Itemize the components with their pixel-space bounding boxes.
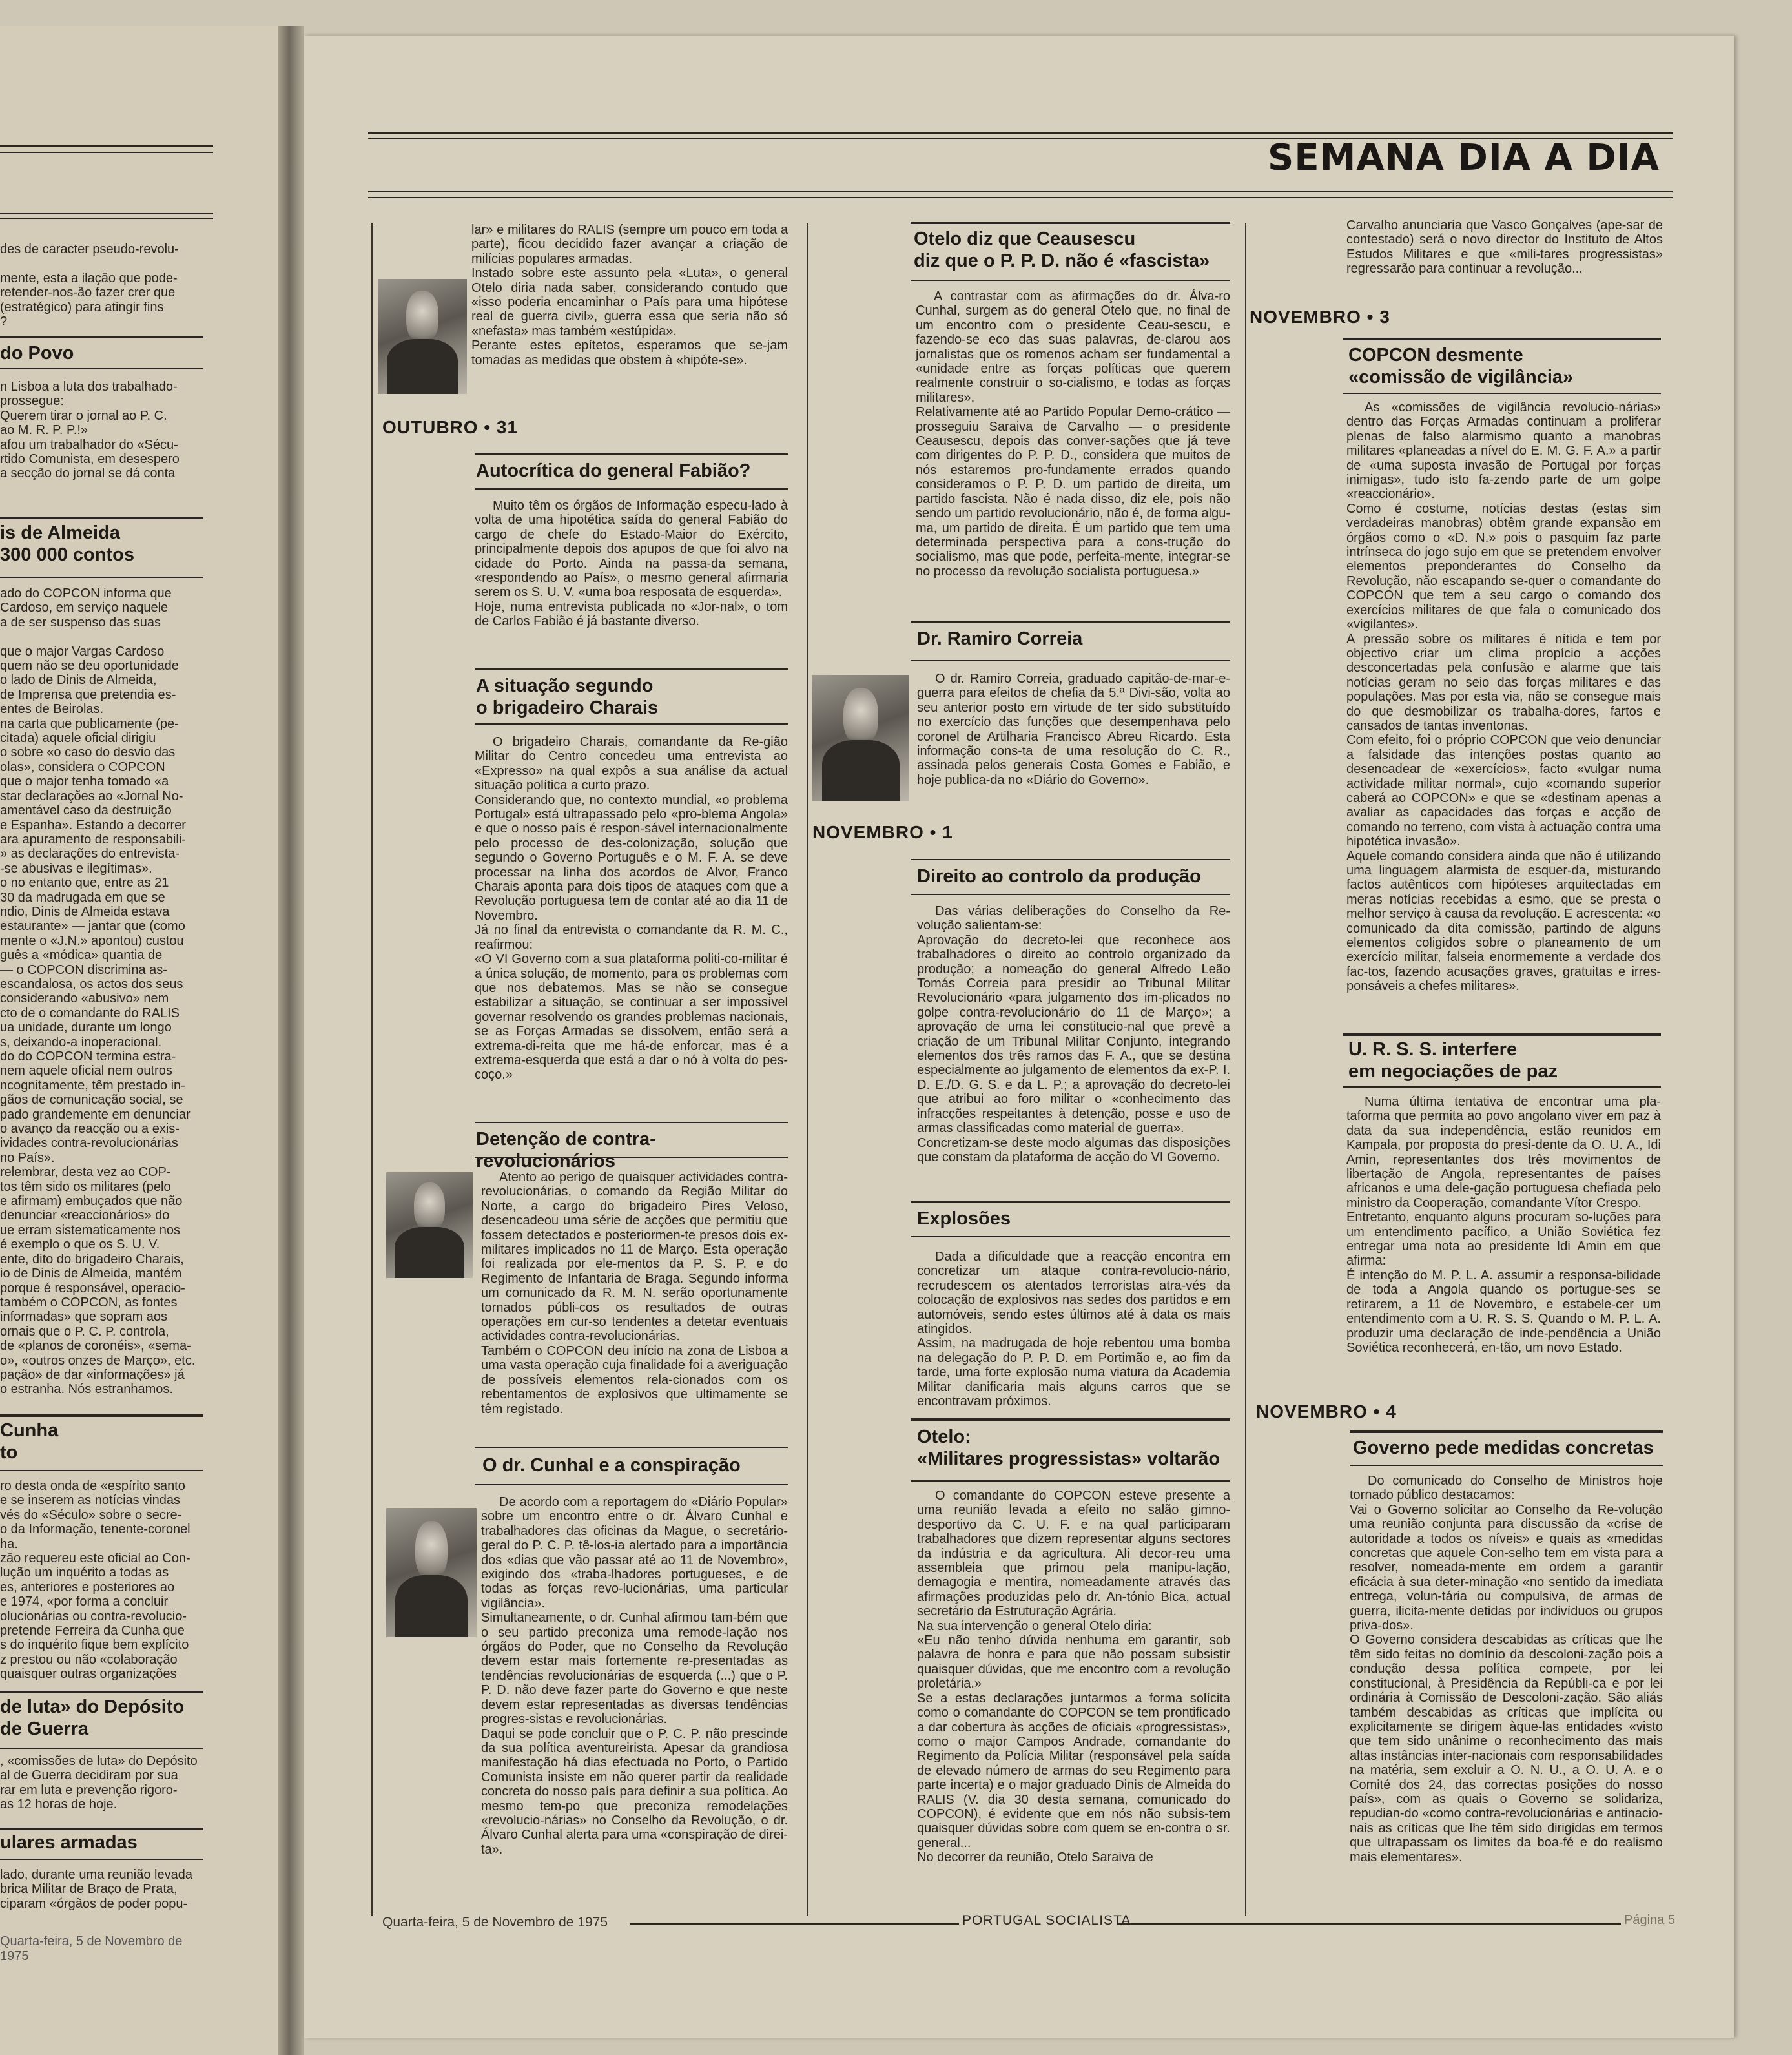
left-head-3: Cunha to — [0, 1420, 59, 1463]
masthead-title: SEMANA DIA A DIA — [1267, 137, 1660, 179]
article-governo-medidas: Do comunicado do Conselho de Ministros hoje tornado público destacamos: Vai o Governo solicitar ao Conselho da Re-volução uma reunião conjunta para discussão da «crise de autoridade a todos os níveis» e quais as «medidas concretas que aquele Con-selho tem em vista para a resolver, nomeada-mente em ordem a garantir eficácia à sua deter-minação «no sentido da imediata entrega, volun-tária ou compulsiva, de armas de guerra, ilicita-mente detidas por indivíduos ou grupos priva-dos». O Governo considera descabidas as críticas que lhe têm sido feitas no domínio da descoloni-zação pois a condução dessa política compete, por lei constitucional, à Presidência da Repúbli-ca e por lei ordinária à Comissão de Descoloni-zação. São aliás também descabidas as críticas que implícita ou explicitamente se dirigem àque-las entidades «visto que tem sido unânime o reconhecimento das mais altas instâncias inter-nacionais com responsabilidades na matéria, sem excluir a O. N. U., a O. U. A. e o Comité dos 24, das correctas posições do nosso país», com as quais o Governo se solidariza, repudian-do «como contra-revolucionárias e antinacio-nais as críticas que lhe têm sido dirigidas em termos que ultrapassam os limites da boa-fé e do realismo mais elementares». — [1350, 1474, 1663, 1864]
photo-cunhal — [386, 1508, 477, 1637]
article-cunhal: De acordo com a reportagem do «Diário Popular» sobre um encontro entre o dr. Álvaro Cunhal e trabalhadores das oficinas da Mague, o secretário-geral do P. C. P. tê-los-ia alertado para a importância dos «dias que vão passar até ao 11 de Novembro», exigindo dos «traba-lhadores portugueses, e de todas as forças revo-lucionárias, uma particular vigilância». Simultaneamente, o dr. Cunhal afirmou tam-bém que o seu partido preconiza uma remode-lação nos órgãos do Poder, que no Conselho da Revolução devem estar mais fortemente re-presentadas as tendências revolucionárias de esquerda (...) que o P. P. D. não deve fazer parte do Governo e que neste devem estar representadas as diversas tendências progres-sistas e revolucionárias. Daqui se pode concluir que o P. C. P. não prescinde da sua política aventureirista. Apesar da grandiosa manifestação há dias efectuada no Porto, o Partido Comunista insiste em não querer partir da realidade concreta do nosso país para definir a sua política. Ao mesmo tem-po que preconiza remodelações «revolucio-nárias» no Conselho da Revolução, o dr. Álvaro Cunhal alerta para uma «conspiração de direi-ta». — [481, 1495, 788, 1857]
headline-militares-progressistas: Otelo: «Militares progressistas» voltarão — [917, 1427, 1220, 1469]
headline-copcon-desmente: COPCON desmente «comissão de vigilância» — [1348, 345, 1574, 387]
left-fragment-1: des de caracter pseudo-revolu- mente, esta a ilação que pode- retender-nos-ão fazer crer que (estratégico) para atingir fins ? — [0, 242, 179, 329]
left-head-2: is de Almeida 300 000 contos — [0, 522, 134, 565]
photo-otelo — [378, 279, 467, 394]
col1-intro-bind: lar» e militares do RALIS (sempre um pouco em toda a parte), ficou decidido fazer avançar a criação de milícias populares armadas. Instado sobre este assunto pela «Luta», o general Otelo diria nada saber, considerando contudo que «isso poderia encaminhar o País para uma hipótese real de guerra civil», guerra essa que seria não só «nefasta» mas também «estúpida». Perante estes epítetos, esperamos que se-jam tomadas as medidas que obstem à «hipóte-se». — [471, 223, 788, 367]
date-label-outubro-31: OUTUBRO • 31 — [382, 417, 519, 437]
page-gutter — [278, 26, 304, 2055]
left-head-1: do Povo — [0, 343, 74, 364]
date-label-novembro-3: NOVEMBRO • 3 — [1250, 307, 1390, 327]
col3-intro: Carvalho anunciaria que Vasco Gonçalves (ape-sar de contestado) será o novo director do Instituto de Altos Estudos Militares e que «mili-tares progressistas» regressarão para continuar a revolução... — [1346, 218, 1663, 276]
article-detencao: Atento ao perigo de quaisquer actividades contra-revolucionárias, o comando da Região Militar do Norte, a cargo do brigadeiro Pires Veloso, desencadeou uma série de acções que permitiu que fossem detectados e posteriormen-te presos dois ex-militares implicados no 11 de Março. Esta operação foi realizada por ele-mentos da P. S. P. e do Regimento de Infantaria de Braga. Segundo informa um comunicado da R. M. N. serão oportunamente tornados públi-cos os resultados de outras operações em cur-so tendentes a detetar eventuais actividades contra-revolucionárias. Também o COPCON deu início na zona de Lisboa a uma vasta operação cuja finalidade foi a averiguação de possíveis elementos rela-cionados com os rebentamentos de explosivos que ultimamente se têm registado. — [481, 1170, 788, 1416]
headline-autocritica: Autocrítica do general Fabião? — [476, 460, 751, 481]
article-ceausescu: A contrastar com as afirmações do dr. Álva-ro Cunhal, surgem as do general Otelo que, no final de um encontro com o presidente Ceau-sescu, e fazendo-se eco das suas palavras, de-clarou aos jornalistas que os romenos acham ser fundamental a «unidade entre as forças políticas que querem realmente construir o so-cialismo, e todas as forças militares». Relativamente até ao Partido Popular Demo-crático — prosseguiu Saraiva de Carvalho — o presidente Ceausescu, depois das conver-sações que já teve com dirigentes do P. P. D., considera que muitos de nós estaremos pro-fundamente errados quando consideramos o P. P. D. um partido de direita, um partido fascista. Não é nada disso, diz ele, pois não sendo um partido revolucionário, não é, de forma algu-ma, um partido de direita. É um partido que tem uma determinada perspectiva para a cons-trução do socialismo, mas que pode, perfeita-mente, integrar-se no processo da revolução socialista portuguesa.» — [916, 289, 1230, 579]
col1-intro — [471, 223, 788, 367]
headline-ramiro: Dr. Ramiro Correia — [917, 628, 1083, 649]
article-controlo: Das várias deliberações do Conselho da Re-volução salientam-se: Aprovação do decreto-lei que reconhece aos trabalhadores o direito ao controlo organizado da produção; a nomeação do general Alfredo Leão Tomás Correia para presidir ao Tribunal Militar Revolucionário «para julgamento dos im-plicados no golpe contra-revolucionário do 11 de Março»; a aprovação de uma lei constitucio-nal que prevê a criação de um Tribunal Militar Conjunto, integrando elementos dos três ramos das F. A., que se destina especialmente ao julgamento de elementos da ex-P. I. D. E./D. G. S. e da L. P.; a aprovação do decreto-lei que atribui ao foro militar o «conhecimento das infracções respeitantes à detenção, posse e uso de armas classificadas como material de guerra». Concretizam-se deste modo algumas das disposições que constam da plataforma de acção do VI Governo. — [917, 904, 1230, 1164]
date-label-novembro-1: NOVEMBRO • 1 — [812, 822, 953, 842]
left-fragment-3: ado do COPCON informa que Cardoso, em serviço naquele a de ser suspenso das suas que o major Vargas Cardoso quem não se deu oportunidade o lado de Dinis de Almeida, de Imprensa que pretendia es- entes de Beirolas. na carta que publicamente (pe- citada) aquele oficial dirigiu o sobre «o caso do desvio das olas», considera o COPCON que o major tenha tomado «a star declarações ao «Jornal No- amentável caso da destruição e Espanha». Estando a decorrer ara apuramento de responsabili- » as declarações do entrevista- -se abusivas e ilegítimas». o no entanto que, entre as 21 30 da madrugada em que se ndio, Dinis de Almeida estava estaurante» — jantar que (como mente o «J.N.» apontou) custou guês a «módica» quantia de — o COPCON discrimina as- escandalosa, os actos dos seus considerando «abusivo» nem cto de o comandante do RALIS ua unidade, durante um longo s, deixando-a inoperacional. do do COPCON termina estra- nem aquele oficial nem outros ncognitamente, têm prestado in- gãos de comunicação social, se pado grandemente em denunciar o avanço da reacção ou a exis- ividades contra-revolucionárias no País». relembrar, desta vez ao COP- tos têm sido os militares (pelo e afirmam) embuçados que não denunciar «reaccionários» do ue erram sistematicamente nos é exemplo o que os S. U. V. ente, dito do brigadeiro Charais, io de Dinis de Almeida, mantém porque é responsável, operacio- também o COPCON, as fontes informadas» que sopram aos ornais que o P. C. P. controla, de «planos de coronéis», «sema- o», «outros onzes de Março», etc. pação» de dar «informações» já o estranha. Nós estranhamos. — [0, 586, 196, 1397]
footer-date: Quarta-feira, 5 de Novembro de 1975 — [382, 1915, 608, 1930]
footer-page: Página 5 — [1624, 1913, 1675, 1927]
left-fragment-6: lado, durante uma reunião levada brica Militar de Braço de Prata, ciparam «órgãos de poder popu- — [0, 1868, 192, 1911]
headline-charais: A situação segundo o brigadeiro Charais — [476, 676, 659, 718]
headline-controlo: Direito ao controlo da produção — [917, 866, 1201, 887]
article-ramiro: O dr. Ramiro Correia, graduado capitão-de-mar-e-guerra para efeitos de chefia da 5.ª Divi-são, volta ao seu anterior posto em virtude de ter sido substituído no exercício das funções que desempenhava pelo coronel de Artilharia Francisco Abreu Ricardo. Esta informação cons-ta de uma resolução do C. R., assinada pelos generais Costa Gomes e Fabião, e hoje publica-da no «Diário do Governo». — [917, 672, 1230, 787]
article-urss: Numa última tentativa de encontrar uma pla-taforma que permita ao povo angolano viver em paz à data da sua independência, estão reunidos em Kampala, por proposta do presi-dente da O. U. A., Idi Amin, representantes dos três movimentos de libertação de Angola, representantes de países africanos e uma dele-gação portuguesa chefiada pelo ministro da Cooperação, comandante Vítor Crespo. Entretanto, enquanto alguns procuram so-luções para um entendimento pacífico, a União Soviética fez entregar uma nota ao presidente Idi Amin em que afirma: É intenção do M. P. L. A. assumir a responsa-bilidade de toda a Angola quando os portugue-ses se retirarem, a 11 de Novembro, e estabele-cer um entendimento com a U. R. S. S. Quando o M. P. L. A. produzir uma declaração de inde-pendência a União Soviética reconhecerá, en-tão, um novo Estado. — [1346, 1095, 1661, 1355]
left-fragment-2: n Lisboa a luta dos trabalhado- prossegue: Querem tirar o jornal ao P. C. ao M. R. P. P.!» afou um trabalhador do «Sécu- rtido Comunista, em desespero a secção do jornal se dá conta — [0, 380, 180, 481]
headline-governo-medidas: Governo pede medidas concretas — [1353, 1438, 1654, 1458]
left-head-4: de luta» do Depósito de Guerra — [0, 1697, 185, 1739]
left-page — [0, 26, 278, 2055]
left-fragment-5: , «comissões de luta» do Depósito al de Guerra decidiram por sua rar em luta e prevenção rigoro- as 12 horas de hoje. — [0, 1754, 198, 1812]
article-autocritica: Muito têm os órgãos de Informação especu-lado à volta de uma hipotética saída do general Fabião do cargo de chefe do Estado-Maior do Exército, principalmente depois dos apupos de que foi alvo na cidade do Porto. Ainda na passa-da semana, «respondendo ao País», o mesmo general afirmaria serem os S. U. V. «uma boa resposata de esquerda». Hoje, numa entrevista publicada no «Jor-nal», o tom de Carlos Fabião é já bastante diverso. — [475, 499, 788, 629]
date-label-novembro-4: NOVEMBRO • 4 — [1256, 1401, 1397, 1421]
headline-cunhal: O dr. Cunhal e a conspiração — [482, 1455, 741, 1476]
photo-ramiro-correia — [812, 675, 909, 801]
article-charais: O brigadeiro Charais, comandante da Re-gião Militar do Centro concedeu uma entrevista ao «Expresso» na qual expôs a sua análise da actual situação política a curto prazo. Considerando que, no contexto mundial, «o problema Portugal» está ultrapassado pelo «pro-blema Angola» e que o nosso país é respon-sável internacionalmente pelo processo de des-colonização, solução que segundo o Governo Português e o M. F. A. se deve processar na linha dos acordos de Alvor, Franco Charais aponta para dois tipos de ataques com que a Revolução portuguesa tem de contar até ao dia 11 de Novembro. Já no final da entrevista o comandante da R. M. C., reafirmou: «O VI Governo com a sua plataforma politi-co-militar é a única solução, de momento, para os problemas com que nos debatemos. Mas se não se consegue estabilizar a situação, se continuar a ser impossível governar resolvendo os grandes problemas nacionais, se as Forças Armadas se dissolvem, então será a extrema-di-reita que me há-de enforcar, mas é a extrema-esquerda que está a dar o nó à volta do pes-coço.» — [475, 735, 788, 1082]
article-explosoes: Dada a dificuldade que a reacção encontra em concretizar um ataque contra-revolucio-nário, recrudescem os atentados terroristas atra-vés da colocação de explosivos nas sedes dos partidos e em automóveis, sendo estes últimos até à data os mais atingidos. Assim, na madrugada de hoje rebentou uma bomba na delegação do P. P. D. em Portimão e, ao fim da tarde, uma forte explosão numa viatura da Academia Militar danificaria mais alguns carros que se encontravam próximos. — [917, 1250, 1230, 1409]
article-militares-progressistas: O comandante do COPCON esteve presente a uma reunião levada a efeito no salão gimno-desportivo da C. U. F. e na qual participaram trabalhadores que dizem representar alguns sectores da indústria e da agricultura. Ali decor-reu uma assembleia que primou pela manipu-lação, demagogia e mentira, nomeadamente através das afirmações produzidas pelo dr. An-tónio Bica, actual secretário da Estruturação Agrária. Na sua intervenção o general Otelo diria: «Eu não tenho dúvida nenhuma em garantir, sob palavra de honra e para que não possam subsistir quaisquer dúvidas, que me encontro com a revolução proletária.» Se a estas declarações juntarmos a forma solícita como o comandante do COPCON se tem prontificado a dar cobertura às acções de oficiais «progressistas», como o major Campos Andrade, comandante do Regimento da Polícia Militar (responsável pela saída de elevado número de armas do seu Regimento para parte incerta) e o major graduado Dinis de Almeida do RALIS (V. dia 30 desta semana, comunicado do COPCON), é evidente que em nós não subsis-tem quaisquer dúvidas sobre com quem se en-contra o sr. general... No decorrer da reunião, Otelo Saraiva de — [917, 1489, 1230, 1865]
left-head-5: ulares armadas — [0, 1832, 138, 1853]
headline-ceausescu: Otelo diz que Ceausescu diz que o P. P. D. não é «fascista» — [914, 229, 1210, 271]
left-fragment-4: ro desta onda de «espírito santo e se inserem as notícias vindas vés do «Século» sobre o secre- o da Informação, tenente-coronel ha. zão requereu este oficial ao Con- lução um inquérito a todas as es, anteriores e posteriores ao e 1974, «por forma a concluir olucionárias ou contra-revolucio- pretende Ferreira da Cunha que s do inquérito fique bem explícito z prestou ou não «colaboração quaisquer outras organizações — [0, 1479, 191, 1682]
headline-explosoes: Explosões — [917, 1208, 1011, 1229]
left-footer-date: Quarta-feira, 5 de Novembro de 1975 — [0, 1934, 183, 1963]
headline-urss: U. R. S. S. interfere em negociações de paz — [1348, 1039, 1558, 1082]
col1-intro-text — [471, 223, 788, 367]
footer-paper: PORTUGAL SOCIALISTA — [962, 1913, 1131, 1928]
photo-pires-veloso — [386, 1172, 473, 1278]
article-copcon-desmente: As «comissões de vigilância revolucio-nárias» dentro das Forças Armadas continuam a proliferar plenas de falso alarmismo quanto a manobras militares «planeadas a nível do E. M. G. F. A.» a partir de «uma suposta invasão de Portugal por forças inimigas», tudo isto fa-zendo parte de um golpe «reaccionário». Como é costume, notícias destas (estas sim verdadeiras manobras) obtêm grande expansão em órgãos como o «D. N.» pois o pasquim faz parte intrínseca do jogo sujo em que se pretendem envolver elementos preponderantes do Conselho da Revolução, não escapando se-quer o comandante do COPCON que tem a seu cargo o comando dos exercícios militares de que fala o comunicado dos «vigilantes». A pressão sobre os militares é nítida e tem por objectivo criar um clima propício a acções desconcertadas pela confusão e alarme que tais notícias geram no seio das forças militares e das populações. Mas por esta via, não se consegue mais do que desmobilizar os trabalha-dores, fartos e cansados de tantas inventonas. Com efeito, foi o próprio COPCON que veio denunciar a falsidade das intenções postas quanto ao desencadear de «exercícios», facto «vulgar numa actividade militar normal», cujo «comando superior caberá ao COPCON» e que se «destinam apenas a avaliar as capacidades das forças e acção de comando no terreno, com vista à actuação contra uma hipotética invasão». Aquele comando considera ainda que não é utilizando uma linguagem alarmista de esquer-da, misturando factos autênticos com hipóteses arquitectadas em meras notícias recebidas a esmo, que se presta o melhor serviço à causa da revolução. E acrescenta: «o comunicado da dita comissão, partindo de alguns elementos coligidos sobre o planeamento de um exercício militar, falseia enormemente a verdade dos fac-tos, fazendo acusações graves, gratuitas e irres-ponsáveis a chefes militares». — [1346, 400, 1661, 994]
headline-detencao: Detenção de contra-revolucionários — [476, 1129, 656, 1172]
